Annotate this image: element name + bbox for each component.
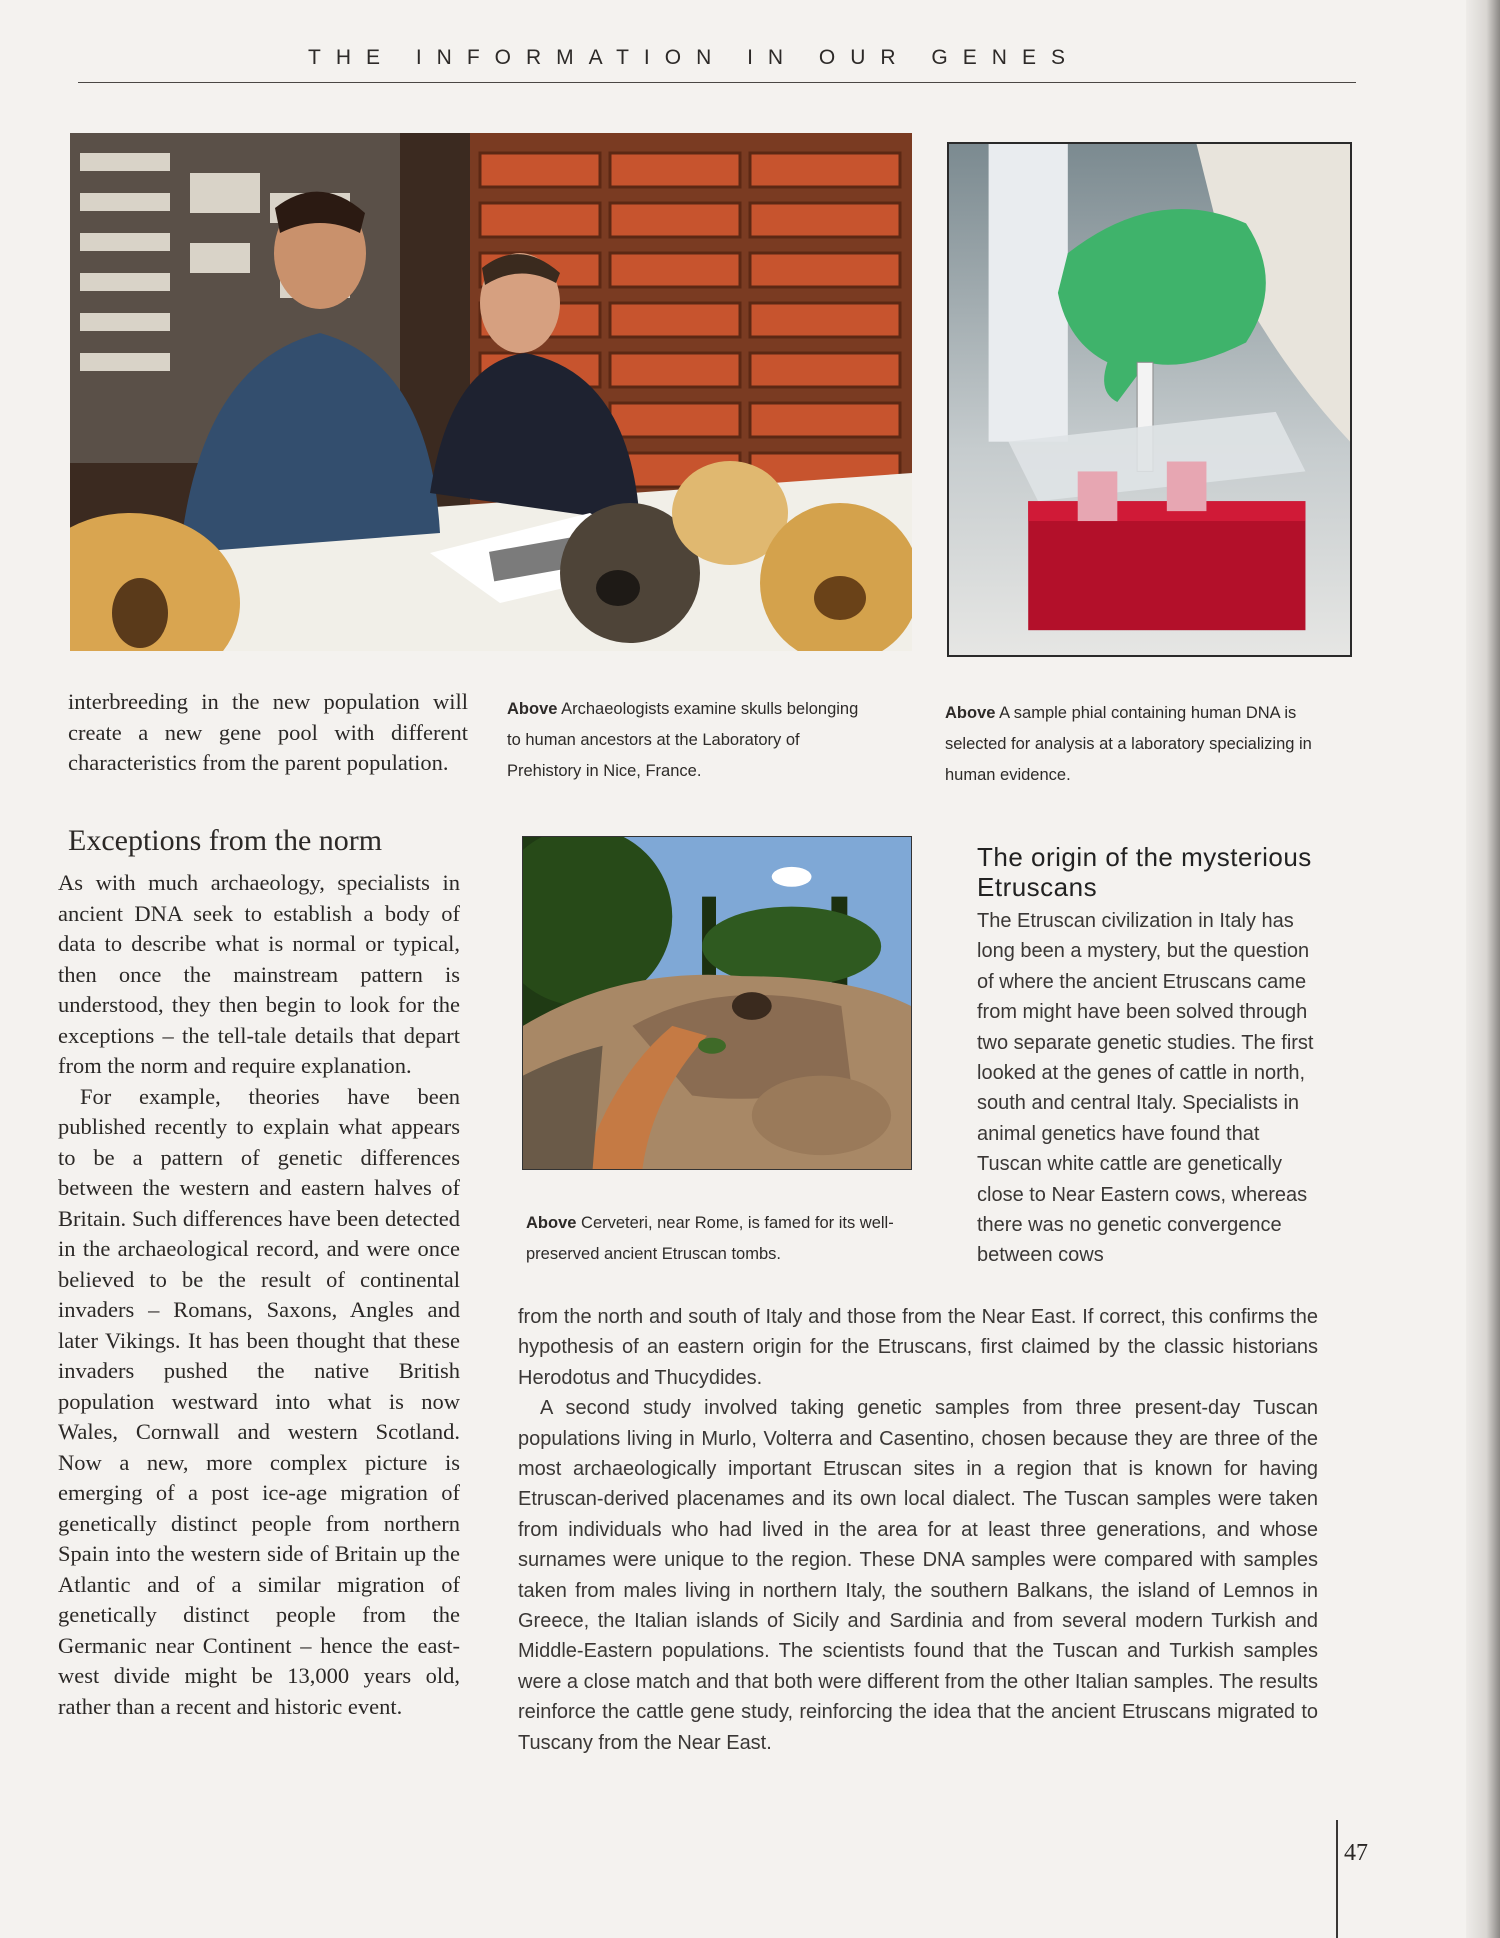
feature-paragraph: A second study involved taking genetic samples from three present-day Tuscan populations living in Murlo, Volterra and Casentino, chosen because they are three of the most archaeologically important Etruscan sites in a region that is known for having Etruscan-derived placenames and its own local dialect. The Tuscan samples were taken from individuals who had lived in the area for at least three generations, and whose surnames were unique to the region. These DNA samples were compared with samples taken from males living in northern Italy, the southern Balkans, the island of Lemnos in Greece, the Italian islands of Sicily and Sardinia and from several modern Turkish and Middle-Eastern populations. The scientists found that the Tuscan and Turkish samples were a close match and that both were different from the other Italian samples. The results reinforce the cattle gene study, reinforcing the idea that the ancient Etruscans migrated to Tuscany from the Near East.	[518, 1397, 1318, 1754]
caption-text: A sample phial containing human DNA is selected for analysis at a laboratory specializing in human evidence.	[945, 704, 1312, 784]
caption-text: Cerveteri, near Rome, is famed for its well-preserved ancient Etruscan tombs.	[526, 1214, 894, 1263]
photo-archaeologists-skulls	[70, 133, 912, 651]
caption-lead: Above	[945, 704, 996, 722]
section-heading: Exceptions from the norm	[68, 824, 383, 857]
feature-paragraph: from the north and south of Italy and those from the Near East. If correct, this confirms the hypothesis of an eastern origin for the Etruscans, first claimed by the classic historians Herodotus and Thucydides.	[518, 1306, 1318, 1389]
tombs-photo-illustration	[523, 837, 911, 1169]
feature-box-side-text	[977, 906, 1327, 1271]
body-paragraph: For example, theories have been published recently to explain what appears to be a pattern of genetic differences between the western and eastern halves of Britain. Such differences have been detected in the archaeological record, and were once believed to be the result of continental invaders – Romans, Saxons, Angles and later Vikings. It has been thought that these invaders pushed the native British population westward into what is now Wales, Cornwall and western Scotland. Now a new, more complex picture is emerging of a post ice-age migration of genetically distinct people from northern Spain into the western side of Britain up the Atlantic and of a similar migration of genetically distinct people from the Germanic near Continent – hence the east-west divide might be 13,000 years old, rather than a recent and historic event.	[58, 1083, 460, 1719]
feature-box-full-text	[518, 1302, 1318, 1758]
body-paragraph: As with much archaeology, specialists in ancient DNA seek to establish a body of data to describe what is normal or typical, then once the mainstream pattern is understood, they then begin to look for the exceptions – the tell-tale details that depart from the norm and require explanation.	[58, 870, 460, 1078]
caption-text: Archaeologists examine skulls belonging to human ancestors at the Laboratory of Prehistory in Nice, France.	[507, 700, 859, 780]
dna-photo-illustration	[949, 144, 1350, 655]
running-header-title: THE INFORMATION IN OUR GENES	[308, 46, 1080, 69]
left-column-body	[58, 868, 460, 1722]
caption-lead: Above	[526, 1214, 577, 1232]
photo-dna-sample	[947, 142, 1352, 657]
folio-rule	[1336, 1820, 1338, 1938]
caption-skulls	[507, 694, 867, 787]
page-number: 47	[1344, 1840, 1368, 1866]
feature-box-title: The origin of the mysterious Etruscans	[977, 842, 1312, 902]
page-edge-shadow	[1466, 0, 1500, 1938]
caption-tombs	[526, 1208, 916, 1270]
feature-side-paragraph: The Etruscan civilization in Italy has long been a mystery, but the question of where the ancient Etruscans came from might have been solved through two separate genetic studies. The first looked at the genes of cattle in north, south and central Italy. Specialists in animal genetics have found that Tuscan white cattle are genetically close to Near Eastern cows, whereas there was no genetic convergence between cows	[977, 910, 1314, 1267]
running-header	[78, 44, 1356, 83]
caption-lead: Above	[507, 700, 558, 718]
skulls-photo-illustration	[70, 133, 912, 651]
caption-dna	[945, 698, 1335, 791]
left-column-intro	[68, 687, 468, 779]
photo-etruscan-tombs	[522, 836, 912, 1170]
intro-paragraph: interbreeding in the new population will create a new gene pool with different characteristics from the parent population.	[68, 689, 468, 775]
